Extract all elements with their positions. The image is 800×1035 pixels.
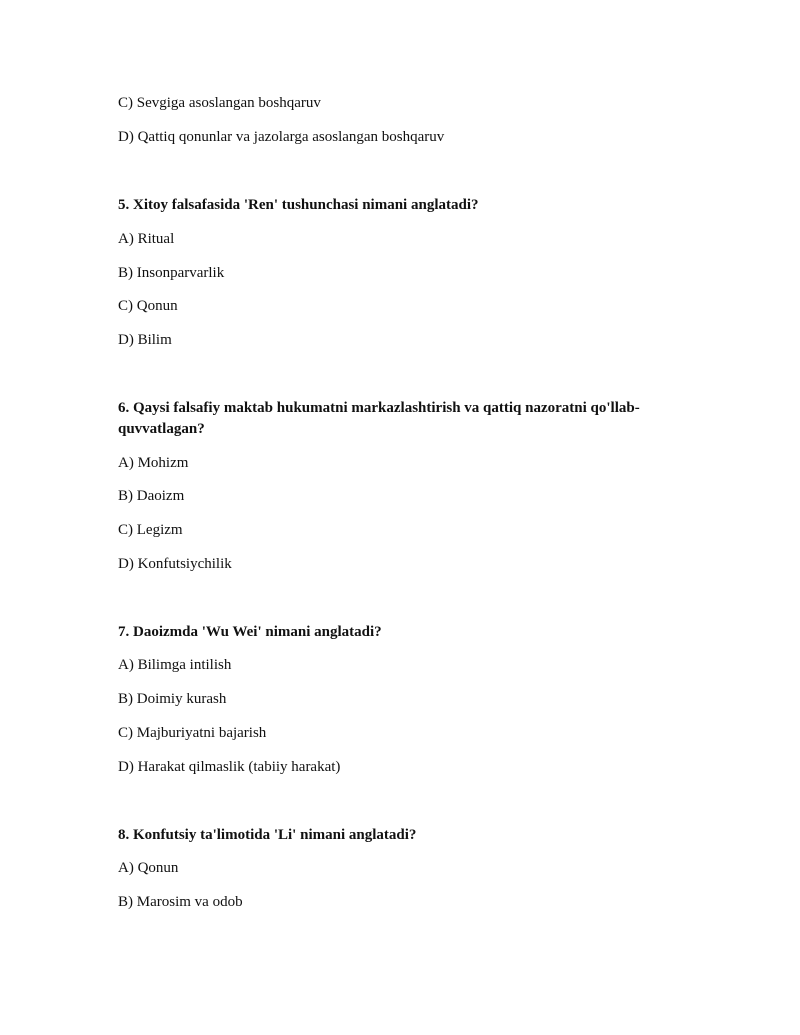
option-a: A) Mohizm [118, 455, 189, 471]
option-b: B) Daoizm [118, 488, 185, 504]
option-b: B) Marosim va odob [118, 894, 243, 910]
option-c: C) Sevgiga asoslangan boshqaruv [118, 95, 321, 111]
option-d: D) Bilim [118, 332, 172, 348]
option-b: B) Doimiy kurash [118, 691, 227, 707]
question-8: 8. Konfutsiy ta'limotida 'Li' nimani anglatadi? [118, 827, 417, 843]
question-6-line-2: quvvatlagan? [118, 421, 205, 437]
option-d: D) Harakat qilmaslik (tabiiy harakat) [118, 759, 341, 775]
option-c: C) Legizm [118, 522, 183, 538]
option-a: A) Qonun [118, 860, 179, 876]
question-7: 7. Daoizmda 'Wu Wei' nimani anglatadi? [118, 624, 382, 640]
question-5: 5. Xitoy falsafasida 'Ren' tushunchasi nimani anglatadi? [118, 197, 479, 213]
option-b: B) Insonparvarlik [118, 265, 225, 281]
question-6-line-1: 6. Qaysi falsafiy maktab hukumatni markazlashtirish va qattiq nazoratni qo'llab- [118, 400, 640, 416]
option-c: C) Qonun [118, 298, 178, 314]
option-c: C) Majburiyatni bajarish [118, 725, 267, 741]
option-d: D) Konfutsiychilik [118, 556, 232, 572]
option-d: D) Qattiq qonunlar va jazolarga asoslangan boshqaruv [118, 129, 445, 145]
option-a: A) Bilimga intilish [118, 657, 232, 673]
option-a: A) Ritual [118, 231, 175, 247]
